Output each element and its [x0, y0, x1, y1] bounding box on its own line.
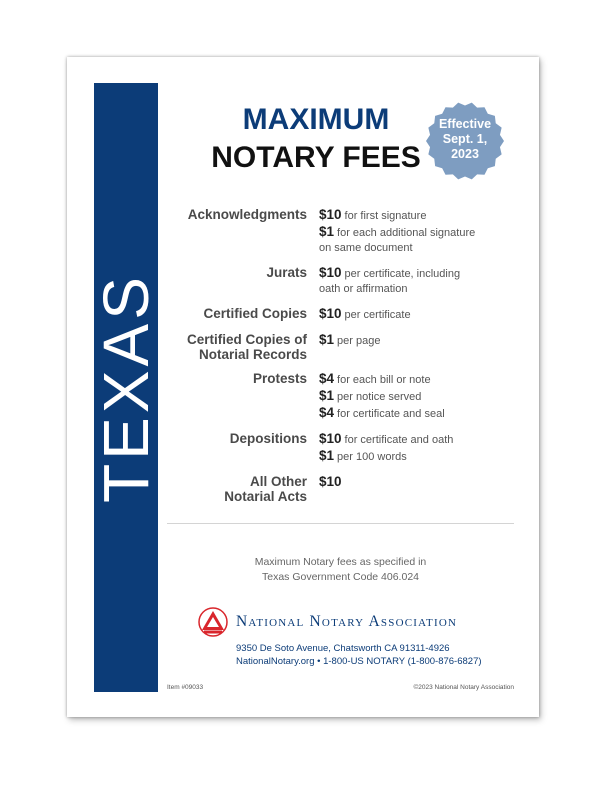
fee-category-line: Acknowledgments	[187, 207, 307, 222]
fee-category-line: Notarial Records	[198, 347, 307, 362]
fee-row	[167, 265, 527, 297]
fee-description: per certificate	[344, 309, 411, 321]
fee-description: per notice served	[337, 391, 422, 403]
fee-details	[319, 207, 527, 256]
fee-row	[167, 306, 527, 323]
fee-details	[319, 332, 527, 362]
fee-line	[319, 371, 527, 388]
fee-description: for certificate and seal	[337, 408, 445, 420]
footnote-line1: Maximum Notary fees as specified in	[254, 556, 427, 568]
fee-category	[167, 332, 319, 362]
fee-row	[167, 332, 527, 362]
fee-category	[167, 474, 319, 504]
copyright: ©2023 National Notary Association	[413, 684, 514, 691]
fee-line	[319, 306, 527, 323]
fee-description: for first signature	[344, 210, 427, 222]
fee-row	[167, 371, 527, 422]
fee-amount: $1	[319, 388, 335, 403]
fee-amount: $1	[319, 448, 335, 463]
state-sidebar	[90, 83, 162, 692]
fee-row	[167, 431, 527, 465]
fee-table	[167, 207, 527, 513]
badge-line3: 2023	[451, 147, 479, 161]
fee-category	[167, 207, 319, 256]
item-number: Item #09033	[167, 684, 204, 691]
fee-category-line: All Other	[249, 474, 307, 489]
fee-category-line: Depositions	[229, 431, 307, 446]
fee-description: per certificate, including	[344, 268, 461, 280]
fee-details	[319, 431, 527, 465]
fee-line	[319, 282, 527, 297]
fee-line	[319, 207, 527, 224]
org-name: National Notary Association	[236, 613, 458, 630]
fee-description: for each bill or note	[337, 374, 431, 386]
badge-line1: Effective	[438, 117, 492, 131]
nna-logo	[198, 605, 498, 639]
fee-description: oath or affirmation	[319, 283, 408, 295]
fee-category	[167, 371, 319, 422]
fee-category	[167, 265, 319, 297]
notary-fee-poster	[67, 57, 539, 717]
fee-amount: $4	[319, 405, 335, 420]
fee-category	[167, 431, 319, 465]
fee-description: per page	[337, 335, 381, 347]
org-contact: NationalNotary.org • 1-800-US NOTARY (1-800-876-6827)	[236, 656, 482, 667]
fee-category-line: Jurats	[266, 265, 307, 280]
fee-line	[319, 388, 527, 405]
fee-category-line: Protests	[252, 371, 307, 386]
fee-line	[319, 448, 527, 465]
fee-line	[319, 332, 527, 349]
org-address: 9350 De Soto Avenue, Chatsworth CA 91311-4926	[236, 643, 450, 654]
fee-line	[319, 405, 527, 422]
fee-line	[319, 265, 527, 282]
state-name: TEXAS	[90, 272, 162, 503]
legal-footnote	[167, 555, 514, 585]
fee-amount: $10	[319, 474, 342, 489]
fee-amount: $4	[319, 371, 335, 386]
effective-date-badge	[425, 101, 505, 181]
fee-amount: $1	[319, 332, 335, 347]
fee-amount: $10	[319, 431, 342, 446]
nna-triangle-logo-icon	[198, 607, 228, 637]
org-address-block	[236, 642, 482, 668]
fee-line	[319, 474, 527, 491]
divider	[167, 523, 514, 524]
fee-row	[167, 207, 527, 256]
fee-description: for each additional signature	[337, 227, 476, 239]
poster-title-line1: MAXIMUM	[242, 103, 390, 136]
fee-category-line: Notarial Acts	[224, 489, 307, 504]
fee-details	[319, 265, 527, 297]
fee-description: per 100 words	[337, 451, 407, 463]
fee-description: for certificate and oath	[344, 434, 454, 446]
fee-details	[319, 371, 527, 422]
fee-row	[167, 474, 527, 504]
fee-line	[319, 241, 527, 256]
fee-amount: $10	[319, 207, 342, 222]
fee-line	[319, 431, 527, 448]
fee-details	[319, 306, 527, 323]
badge-line2: Sept. 1,	[442, 132, 488, 146]
fee-category	[167, 306, 319, 323]
fee-description: on same document	[319, 242, 413, 254]
fee-amount: $10	[319, 306, 342, 321]
fee-details	[319, 474, 527, 504]
fee-amount: $1	[319, 224, 335, 239]
footnote-line2: Texas Government Code 406.024	[261, 571, 419, 583]
fee-category-line: Certified Copies of	[186, 332, 307, 347]
fee-line	[319, 224, 527, 241]
fee-amount: $10	[319, 265, 342, 280]
fee-category-line: Certified Copies	[203, 306, 307, 321]
poster-title-line2: NOTARY FEES	[211, 141, 421, 174]
